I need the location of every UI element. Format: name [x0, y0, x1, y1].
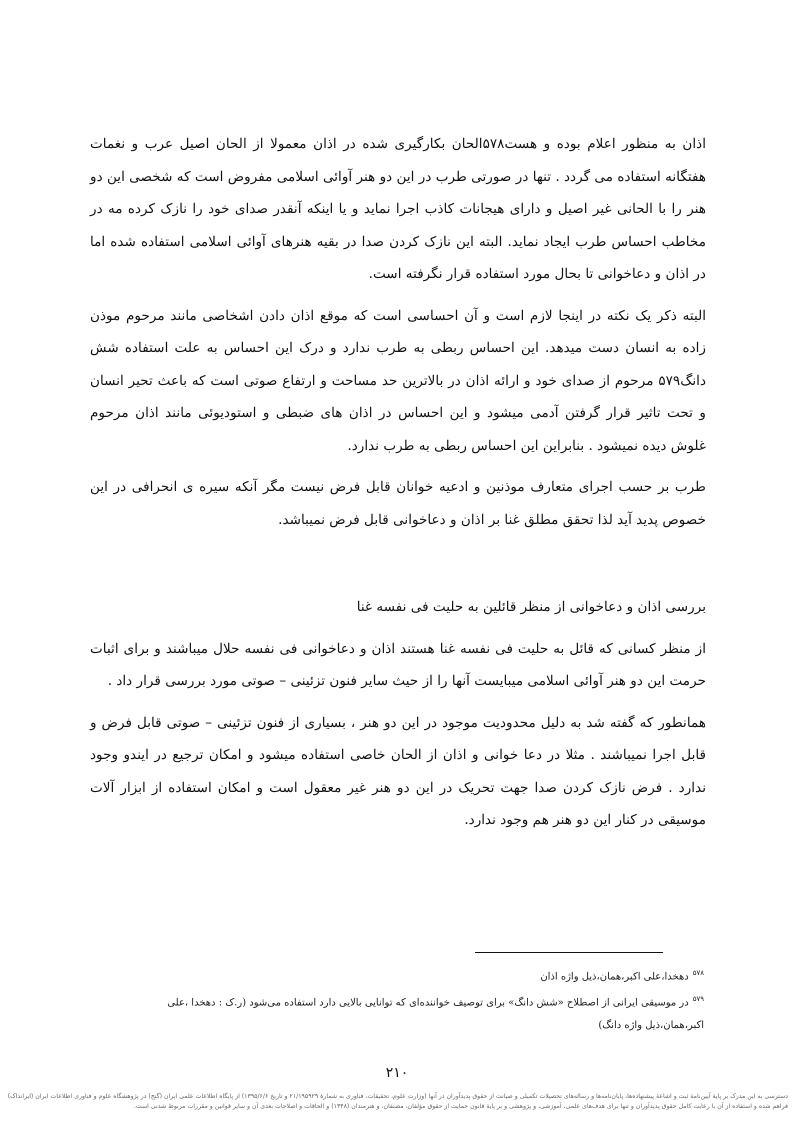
repository-credit: دسترسی به این مدرک بر پایهٔ آیین‌نامهٔ ثبت و اشاعهٔ پیشنهاده‌ها، پایان‌نامه‌ها و رساله‌های تحصیلات تکمیلی و صیانت از حقوق پدیدآوران در آنها (وزارت علوم، تحقیقات، فناوری به شمارهٔ ۲۱/۱۹۵۹۲۹ و تاریخ ۱۳۹۵/۶/۶) از پایگاه اطلاعات علمی ایران (گنج) در پژوهشگاه علوم و فناوری اطلاعات ایران (ایرانداک) فراهم شده و استفاده از آن با رعایت کامل حقوق پدیدآوران و تنها برای هدف‌های علمی، آموزشی، و پژوهشی و بر پایهٔ قانون حمایت از حقوق مؤلفان، مصنفان، و هنرمندان (۱۳۴۸) و الحاقات و اصلاحات بعدی آن و سایر قوانین و مقررات مربوط شدنی است. — [7, 1093, 788, 1110]
section-gap — [90, 545, 706, 591]
footnote-1 — [120, 962, 704, 988]
section-heading: بررسی اذان و دعاخوانی از منظر قائلین به حلیت فی نفسه غنا — [356, 599, 706, 615]
paragraph-4: از منظر کسانی که قائل به حلیت فی نفسه غنا هستند اذان و دعاخوانی فی نفسه حلال میباشند و برای اثبات حرمت این دو هنر آوائی اسلامی میبایست آنها را از حیث سایر فنون تزئینی – صوتی مورد بررسی قرار داد . — [90, 640, 706, 689]
footnote-number: ۵۷۸ — [692, 969, 704, 977]
paragraph-3: طرب بر حسب اجرای متعارف موذنین و ادعیه خوانان قابل فرض نیست مگر آنکه سیره ی انحرافی در این خصوص پدید آید لذا تحقق مطلق غنا بر اذان و دعاخوانی قابل فرض نمیباشد. — [90, 479, 706, 528]
footnote-text: دهخدا،علی اکبر،همان،ذیل واژه اذان — [540, 971, 689, 983]
footnote-text: در موسیقی ایرانی از اصطلاح «شش دانگ» برای توصیف خواننده‌ای که توانایی بالایی دارد استفاده می‌شود (ر.ک : دهخدا ،علی اکبر،همان،ذیل واژه دانگ) — [167, 997, 704, 1031]
paragraph-2: البته ذکر یک نکته در اینجا لازم است و آن احساسی است که موقع اذان دادن اشخاصی مانند مرحوم موذن زاده به انسان دست میدهد. این احساس ربطی به طرب ندارد و درک این احساس به علت استفاده شش دانگ۵۷۹ مرحوم از صدای خود و ارائه اذان در بالاترین حد مساحت و ارتفاع صوتی است که باعث تحیر انسان و تحت تاثیر قرار گرفتن آدمی میشود و این احساس در اذان های ضبطی و استودیوئی مانند اذان مرحوم غلوش دیده نمیشود . بنابراین این احساس ربطی به طرب ندارد. — [90, 307, 706, 454]
footnote-number: ۵۷۹ — [692, 995, 704, 1004]
footnote-divider — [475, 952, 663, 953]
page-number: ۲۱۰ — [385, 1065, 409, 1081]
main-text — [90, 128, 706, 846]
footnotes — [120, 962, 704, 1037]
paragraph-5: همانطور که گفته شد به دلیل محدودیت موجود در این دو هنر ، بسیاری از فنون تزئینی – صوتی قابل فرض و قابل اجرا نمیباشند . مثلا در دعا خوانی و اذان از الحان خاصی استفاده میشود و امکان ترجیع در ایندو وجود ندارد . فرض نازک کردن صدا جهت تحریک در این دو هنر غیر معقول است و امکان استفاده از ابزار آلات موسیقی در کنار این دو هنر هم وجود ندارد. — [90, 714, 706, 828]
paragraph-1: اذان به منظور اعلام بوده و هست۵۷۸الحان بکارگیری شده در اذان معمولا از الحان اصیل عرب و نغمات هفتگانه استفاده می گردد . تنها در صورتی طرب در این دو هنر آوائی اسلامی مفروض است که شخصی این دو هنر را با الحانی غیر اصیل و دارای هیجانات کاذب اجرا نماید و یا اینکه آنقدر صدای خود را نازک کرده مه در مخاطب احساس طرب ایجاد نماید. البته این نازک کردن صدا در بقیه هنرهای آوائی اسلامی استفاده شده اما در اذان و دعاخوانی تا بحال مورد استفاده قرار نگرفته است. — [90, 136, 706, 282]
footnote-2 — [120, 988, 704, 1036]
